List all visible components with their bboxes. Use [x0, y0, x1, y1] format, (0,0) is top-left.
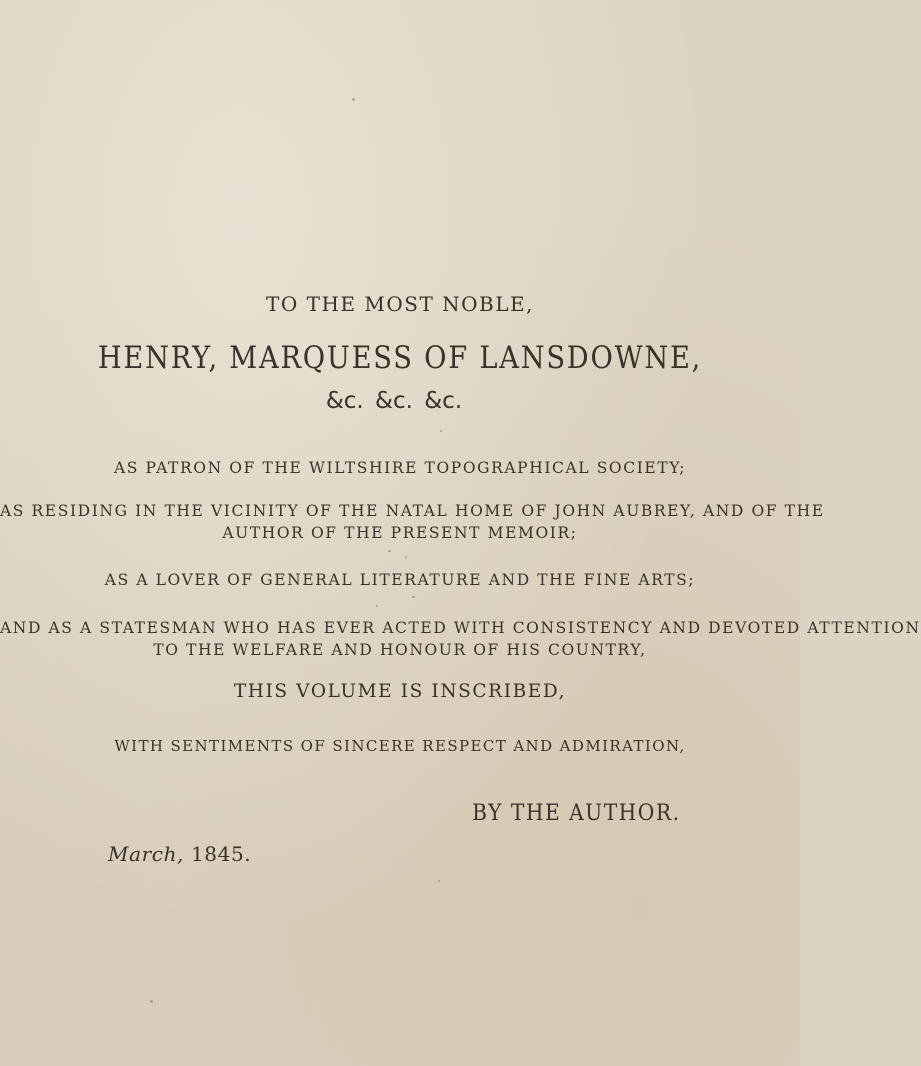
- honoree-titles-etc: &c. &c. &c.: [325, 388, 463, 414]
- sentiments-line: WITH SENTIMENTS OF SINCERE RESPECT AND ADMIRATION,: [114, 737, 686, 755]
- paper-speck: [405, 556, 407, 558]
- dedication-reason-patron: AS PATRON OF THE WILTSHIRE TOPOGRAPHICAL SOCIETY;: [113, 459, 687, 477]
- date-month: March,: [108, 842, 185, 866]
- dedication-reason-statesman-line-1: AND AS A STATESMAN WHO HAS EVER ACTED WITH CONSISTENCY AND DEVOTED ATTENTION: [0, 619, 921, 637]
- paper-speck: [388, 550, 391, 552]
- paper-speck: [440, 430, 442, 432]
- paper-speck: [438, 880, 440, 882]
- dedication-reason-residing-line-2: AUTHOR OF THE PRESENT MEMOIR;: [222, 524, 578, 542]
- date-year: 1845.: [190, 842, 252, 866]
- dedication-heading: TO THE MOST NOBLE,: [266, 292, 534, 316]
- dedication-reason-statesman-line-2: TO THE WELFARE AND HONOUR OF HIS COUNTRY,: [153, 641, 647, 659]
- honoree-name: HENRY, MARQUESS OF LANSDOWNE,: [97, 340, 703, 376]
- paper-speck: [412, 596, 415, 598]
- dedication-reason-residing-line-1: AS RESIDING IN THE VICINITY OF THE NATAL HOME OF JOHN AUBREY, AND OF THE: [0, 502, 825, 520]
- dedication-reason-literature: AS A LOVER OF GENERAL LITERATURE AND THE FINE ARTS;: [104, 571, 696, 589]
- dedication-date: [108, 842, 251, 866]
- paper-speck: [352, 98, 355, 101]
- paper-speck: [150, 1000, 153, 1003]
- inscription-line: THIS VOLUME IS INSCRIBED,: [233, 681, 567, 702]
- paper-speck: [376, 605, 378, 607]
- author-signature: BY THE AUTHOR.: [471, 801, 680, 826]
